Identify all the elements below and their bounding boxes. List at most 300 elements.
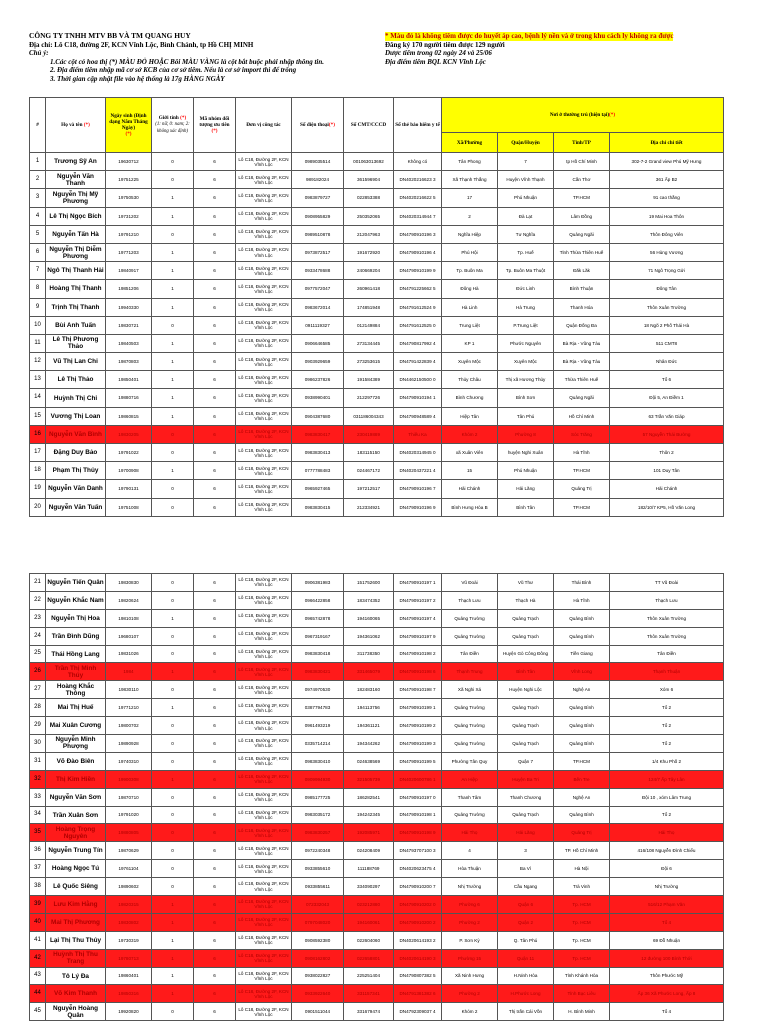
row-ward: Đông Hà: [442, 280, 498, 298]
note-3: 3. Thời gian cập nhật file vào hệ thống là 17g HÀNG NGÀY: [50, 74, 225, 83]
row-dob: 19791022: [106, 444, 152, 462]
row-phone: 0908592380: [292, 931, 344, 949]
row-ward: 15: [442, 462, 498, 480]
table-row: [30, 1003, 724, 1021]
row-insurance: DN4791612525 0: [394, 316, 442, 334]
col-id: Số CMT/CCCD: [344, 98, 394, 153]
row-province: Tp. HCM: [554, 896, 610, 914]
row-name: Mai Thị Phương: [46, 913, 106, 931]
row-address: Tổ 2: [610, 806, 724, 824]
row-phone: 072332043: [292, 896, 344, 914]
row-group: 6: [194, 663, 236, 681]
row-ward: 4: [442, 842, 498, 860]
row-district: Phú Nhuận: [498, 189, 554, 207]
row-index: 8: [30, 280, 46, 298]
planned-note: Dược tiêm trong 02 ngày 24 và 25/06: [385, 49, 492, 58]
row-group: 6: [194, 407, 236, 425]
row-ward: Quảng Trường: [442, 717, 498, 735]
row-address: 19 Mai Hoa Thôn: [610, 207, 724, 225]
col-district: Quận/Huyện: [498, 133, 554, 153]
row-district: Cầu Ngang: [498, 878, 554, 896]
row-phone: 0908955829: [292, 207, 344, 225]
row-id: 151752600: [344, 574, 394, 592]
table-row: [30, 860, 724, 878]
row-province: Nghệ An: [554, 681, 610, 699]
row-province: Quảng Bình: [554, 717, 610, 735]
row-province: Quảng Trị: [554, 480, 610, 498]
row-id: 023212880: [344, 896, 394, 914]
row-province: Bà Rịa - Vũng Tàu: [554, 353, 610, 371]
row-dob: 19750530: [106, 189, 152, 207]
row-address: Xóm 6: [610, 681, 724, 699]
row-province: Quảng Bình: [554, 735, 610, 753]
row-ward: Xã Thạnh Thắng: [442, 171, 498, 189]
row-province: Thanh Hóa: [554, 298, 610, 316]
row-id: 311738350: [344, 645, 394, 663]
row-index: 39: [30, 896, 46, 914]
row-insurance: DN4792309037 4: [394, 1003, 442, 1021]
row-dob: 19850316: [106, 985, 152, 1003]
row-group: 6: [194, 735, 236, 753]
location-note: Địa điểm tiêm BQL KCN Vĩnh Lộc: [385, 57, 486, 66]
row-id: 001063013692: [344, 153, 394, 171]
row-workplace: Lô C18, Đường 2F, KCN Vĩnh Lộc: [236, 462, 292, 480]
row-address: 69 Đỗ Nhuận: [610, 931, 724, 949]
row-name: Trịnh Thị Thanh: [46, 298, 106, 316]
row-dob: 19830110: [106, 681, 152, 699]
row-address: Đội 6: [610, 860, 724, 878]
row-id: 186282541: [344, 788, 394, 806]
row-group: 6: [194, 153, 236, 171]
row-workplace: Lô C18, Đường 2F, KCN Vĩnh Lộc: [236, 498, 292, 516]
row-group: 6: [194, 985, 236, 1003]
row-province: TP.HCM: [554, 462, 610, 480]
row-id: 230419889: [344, 425, 394, 443]
row-name: Huỳnh Thị Thu Trang: [46, 949, 106, 967]
row-ward: xã Xuân Viên: [442, 444, 498, 462]
row-province: Tp. HCM: [554, 931, 610, 949]
row-workplace: Lô C18, Đường 2F, KCN Vĩnh Lộc: [236, 788, 292, 806]
row-province: Tp. HCM: [554, 949, 610, 967]
row-name: Đặng Duy Bảo: [46, 444, 106, 462]
row-workplace: Lô C18, Đường 2F, KCN Vĩnh Lộc: [236, 171, 292, 189]
row-phone: 0983830257: [292, 824, 344, 842]
row-dob: 19870803: [106, 353, 152, 371]
row-address: 516/12 Phạm Văn: [610, 896, 724, 914]
row-district: Quảng Trạch: [498, 627, 554, 645]
row-ward: Phường 2: [442, 913, 498, 931]
row-group: 6: [194, 609, 236, 627]
row-index: 9: [30, 298, 46, 316]
row-gender: 0: [152, 645, 194, 663]
row-group: 6: [194, 824, 236, 842]
row-group: 6: [194, 949, 236, 967]
row-gender: 0: [152, 878, 194, 896]
row-id: 174851948: [344, 298, 394, 316]
row-address: 182/10/7 KP5, Hồ Văn Long: [610, 498, 724, 516]
row-phone: 0967319167: [292, 627, 344, 645]
row-group: 6: [194, 913, 236, 931]
row-phone: 0989510878: [292, 225, 344, 243]
row-index: 13: [30, 371, 46, 389]
row-district: Đà Lạt: [498, 207, 554, 225]
row-ward: Xã Ninh Hưng: [442, 967, 498, 985]
row-insurance: DN4020216623 3: [394, 171, 442, 189]
row-phone: 0983830415: [292, 498, 344, 516]
row-id: 024638569: [344, 752, 394, 770]
row-group: 6: [194, 189, 236, 207]
col-dob: Ngày sinh (Định dạng Năm Tháng Ngày) (*): [106, 98, 152, 153]
row-id: 331157341: [344, 985, 394, 1003]
row-dob: 19860401: [106, 967, 152, 985]
row-insurance: DN4790910198 1: [394, 806, 442, 824]
row-id: 331465079: [344, 663, 394, 681]
row-phone: 0906381983: [292, 574, 344, 592]
row-index: 31: [30, 752, 46, 770]
row-province: tp Hồ Chí Minh: [554, 153, 610, 171]
row-province: Lâm Đồng: [554, 207, 610, 225]
col-address: Địa chỉ chi tiết: [610, 133, 724, 153]
row-district: H.Phước Long: [498, 985, 554, 1003]
row-id: 334090297: [344, 878, 394, 896]
row-dob: 19880716: [106, 389, 152, 407]
table-row: [30, 591, 724, 609]
row-province: TP.HCM: [554, 752, 610, 770]
table-row: [30, 985, 724, 1003]
row-gender: 0: [152, 1003, 194, 1021]
row-group: 6: [194, 353, 236, 371]
row-province: Thái Bình: [554, 574, 610, 592]
row-dob: 19791210: [106, 225, 152, 243]
row-group: 6: [194, 444, 236, 462]
row-address: Tổ 2: [610, 735, 724, 753]
table-row: [30, 207, 724, 225]
row-group: 6: [194, 207, 236, 225]
row-id: 192085971: [344, 824, 394, 842]
row-district: Vũ Thư: [498, 574, 554, 592]
row-province: Quảng Bình: [554, 699, 610, 717]
row-group: 6: [194, 591, 236, 609]
row-id: 194361121: [344, 717, 394, 735]
row-insurance: DN4462150500 0: [394, 371, 442, 389]
row-dob: 19890928: [106, 735, 152, 753]
row-gender: 1: [152, 967, 194, 985]
row-group: 6: [194, 425, 236, 443]
row-index: 34: [30, 806, 46, 824]
row-province: Vĩnh Long: [554, 663, 610, 681]
row-workplace: Lô C18, Đường 2F, KCN Vĩnh Lộc: [236, 243, 292, 261]
row-address: Thôn Phước Mỹ: [610, 967, 724, 985]
row-address: Tổ 2: [610, 717, 724, 735]
row-province: Trà Vinh: [554, 878, 610, 896]
row-province: Tỉnh Bạc Liêu: [554, 985, 610, 1003]
row-phone: 0966422858: [292, 591, 344, 609]
row-index: 23: [30, 609, 46, 627]
row-index: 11: [30, 334, 46, 352]
row-name: Thái Hồng Lang: [46, 645, 106, 663]
row-name: Nguyễn Minh Phượng: [46, 735, 106, 753]
row-address: Thạch Lưu: [610, 591, 724, 609]
row-ward: Trung Liệt: [442, 316, 498, 334]
row-index: 41: [30, 931, 46, 949]
row-name: Nguyễn Thị Mỹ Phương: [46, 189, 106, 207]
row-phone: 0909994930: [292, 770, 344, 788]
row-name: Phạm Thị Thủy: [46, 462, 106, 480]
row-district: Tân Phú: [498, 407, 554, 425]
row-insurance: DN4790910200 2: [394, 913, 442, 931]
row-district: Bình Sơn: [498, 389, 554, 407]
row-district: Bình Tân: [498, 498, 554, 516]
row-province: Quảng Bình: [554, 627, 610, 645]
row-gender: 1: [152, 462, 194, 480]
row-id: 250352065: [344, 207, 394, 225]
row-gender: 1: [152, 770, 194, 788]
row-name: Huỳnh Thị Chi: [46, 389, 106, 407]
row-district: Huyện Ba Tri: [498, 770, 554, 788]
col-stt: #: [30, 98, 46, 153]
row-workplace: Lô C18, Đường 2F, KCN Vĩnh Lộc: [236, 824, 292, 842]
row-gender: 1: [152, 262, 194, 280]
row-workplace: Lô C18, Đường 2F, KCN Vĩnh Lộc: [236, 444, 292, 462]
row-address: Tân Điền: [610, 645, 724, 663]
table-row: [30, 389, 724, 407]
row-gender: 1: [152, 931, 194, 949]
row-gender: 0: [152, 806, 194, 824]
row-dob: 19820624: [106, 591, 152, 609]
row-phone: 0973872517: [292, 243, 344, 261]
row-name: Tô Lý Đa: [46, 967, 106, 985]
row-address: 56 Hùng Vương: [610, 243, 724, 261]
row-ward: Phường Tân Quy: [442, 752, 498, 770]
row-district: Tư Nghĩa: [498, 225, 554, 243]
row-ward: Quảng Trường: [442, 806, 498, 824]
row-workplace: Lô C18, Đường 2F, KCN Vĩnh Lộc: [236, 591, 292, 609]
row-address: 101 Duy Tân: [610, 462, 724, 480]
row-dob: 19890602: [106, 878, 152, 896]
row-gender: 0: [152, 444, 194, 462]
row-name: Trương Sỹ An: [46, 153, 106, 171]
row-group: 6: [194, 806, 236, 824]
row-address: Tổ 4: [610, 1003, 724, 1021]
row-name: Hoàng Khắc Thông: [46, 681, 106, 699]
row-ward: Quảng Trường: [442, 735, 498, 753]
table-row: [30, 788, 724, 806]
row-dob: 19830721: [106, 316, 152, 334]
row-gender: 1: [152, 699, 194, 717]
row-dob: 19680107: [106, 627, 152, 645]
row-phone: 0986237826: [292, 371, 344, 389]
row-insurance: DN4790910197 1: [394, 574, 442, 592]
row-insurance: Không có: [394, 153, 442, 171]
row-phone: 0974970530: [292, 681, 344, 699]
row-gender: 0: [152, 498, 194, 516]
row-district: Quảng Trạch: [498, 699, 554, 717]
row-province: Sóc Trăng: [554, 425, 610, 443]
row-dob: 19900308: [106, 770, 152, 788]
row-ward: Tp. Buôn Ma: [442, 262, 498, 280]
row-phone: 0933922640: [292, 985, 344, 1003]
row-insurance: DN4790910199 5: [394, 752, 442, 770]
row-index: 44: [30, 985, 46, 1003]
row-group: 6: [194, 967, 236, 985]
row-index: 40: [30, 913, 46, 931]
row-insurance: DN4020614190 3: [394, 949, 442, 967]
row-workplace: Lô C18, Đường 2F, KCN Vĩnh Lộc: [236, 574, 292, 592]
row-gender: 0: [152, 788, 194, 806]
table-row: [30, 189, 724, 207]
table-body-page1: [30, 153, 724, 517]
row-address: 416/108 Nguyễn Đình Chiểu: [610, 842, 724, 860]
table-row: [30, 280, 724, 298]
row-insurance: DN4790910196 7: [394, 480, 442, 498]
row-insurance: DN4790910197 9: [394, 627, 442, 645]
table-row: [30, 444, 724, 462]
row-index: 4: [30, 207, 46, 225]
row-address: Tổ 2: [610, 699, 724, 717]
row-index: 45: [30, 1003, 46, 1021]
row-id: 022658801: [344, 949, 394, 967]
row-phone: 0938022827: [292, 967, 344, 985]
row-name: Lê Thị Thảo: [46, 371, 106, 389]
row-group: 6: [194, 717, 236, 735]
row-address: Hải Chánh: [610, 480, 724, 498]
table-row: [30, 752, 724, 770]
row-workplace: Lô C18, Đường 2F, KCN Vĩnh Lộc: [236, 280, 292, 298]
row-ward: Khóm 2: [442, 1003, 498, 1021]
row-gender: 0: [152, 735, 194, 753]
row-province: Quảng Trị: [554, 824, 610, 842]
row-id: 022604060: [344, 931, 394, 949]
row-id: 024467172: [344, 462, 394, 480]
row-dob: 19751008: [106, 498, 152, 516]
row-gender: 0: [152, 153, 194, 171]
col-residence: Nơi ở thường trú (hiện tại)(*): [442, 98, 724, 133]
row-group: 6: [194, 1003, 236, 1021]
row-id: 183474352: [344, 591, 394, 609]
table-row: [30, 243, 724, 261]
row-gender: 0: [152, 627, 194, 645]
row-province: Hà Tĩnh: [554, 591, 610, 609]
row-address: Thạnh Thuận: [610, 663, 724, 681]
row-province: TP.HCM: [554, 498, 610, 516]
row-ward: Hải Chánh: [442, 480, 498, 498]
row-dob: 19850401: [106, 371, 152, 389]
row-name: Nguyễn Thị Diễm Phương: [46, 243, 106, 261]
row-dob: 19771203: [106, 243, 152, 261]
row-name: Nguyễn Khắc Nam: [46, 591, 106, 609]
row-phone: 0983035172: [292, 806, 344, 824]
row-ward: Tân Điền: [442, 645, 498, 663]
row-id: 212297726: [344, 389, 394, 407]
row-ward: Quảng Trường: [442, 699, 498, 717]
row-gender: 0: [152, 171, 194, 189]
row-workplace: Lô C18, Đường 2F, KCN Vĩnh Lộc: [236, 752, 292, 770]
table-row: [30, 717, 724, 735]
row-group: 6: [194, 298, 236, 316]
row-gender: 0: [152, 480, 194, 498]
row-insurance: DN4790910198 7: [394, 681, 442, 699]
row-name: Vương Thị Loan: [46, 407, 106, 425]
row-workplace: Lô C18, Đường 2F, KCN Vĩnh Lộc: [236, 842, 292, 860]
row-gender: 0: [152, 824, 194, 842]
warning-note: * Màu đỏ là không tiêm được do huyết áp cao, bệnh lý nền và ở trong khu cách ly không ra được: [385, 32, 674, 40]
table-row: [30, 896, 724, 914]
row-address: Ấp 36 Xã Phước Long, Ấp 8: [610, 985, 724, 1003]
row-group: 6: [194, 699, 236, 717]
row-workplace: Lô C18, Đường 2F, KCN Vĩnh Lộc: [236, 770, 292, 788]
row-id: 240669204: [344, 262, 394, 280]
row-dob: 19870710: [106, 788, 152, 806]
row-workplace: Lô C18, Đường 2F, KCN Vĩnh Lộc: [236, 699, 292, 717]
table-row: [30, 298, 724, 316]
row-dob: 19751225: [106, 171, 152, 189]
row-district: Quận 6: [498, 896, 554, 914]
row-workplace: Lô C18, Đường 2F, KCN Vĩnh Lộc: [236, 153, 292, 171]
table-row: [30, 878, 724, 896]
row-group: 6: [194, 574, 236, 592]
row-ward: Quảng Trường: [442, 627, 498, 645]
row-gender: 1: [152, 334, 194, 352]
row-phone: 0906646585: [292, 334, 344, 352]
row-name: Hoàng Trọng Nguyên: [46, 824, 106, 842]
row-id: 012149884: [344, 316, 394, 334]
row-id: 321505739: [344, 770, 394, 788]
row-id: 225251404: [344, 967, 394, 985]
row-phone: 0901511044: [292, 1003, 344, 1021]
row-district: Thị trấn Cái Vồn: [498, 1003, 554, 1021]
vaccination-table-page1: [29, 97, 724, 517]
row-dob: 19791020: [106, 806, 152, 824]
row-dob: 19830830: [106, 574, 152, 592]
row-insurance: DN4791225662 5: [394, 280, 442, 298]
row-ward: Quảng Trường: [442, 609, 498, 627]
table-row: [30, 699, 724, 717]
row-workplace: Lô C18, Đường 2F, KCN Vĩnh Lộc: [236, 931, 292, 949]
col-phone: Số điện thoại(*): [292, 98, 344, 153]
row-id: 024208409: [344, 842, 394, 860]
row-index: 22: [30, 591, 46, 609]
row-gender: 1: [152, 896, 194, 914]
table-row: [30, 931, 724, 949]
table-row: [30, 353, 724, 371]
row-index: 27: [30, 681, 46, 699]
row-name: Võ Kim Thanh: [46, 985, 106, 1003]
row-workplace: Lô C18, Đường 2F, KCN Vĩnh Lộc: [236, 860, 292, 878]
row-group: 6: [194, 627, 236, 645]
row-district: Quận 2: [498, 913, 554, 931]
row-index: 17: [30, 444, 46, 462]
row-insurance: DN4790910199 3: [394, 735, 442, 753]
row-phone: 0938990401: [292, 389, 344, 407]
table-row: [30, 663, 724, 681]
row-gender: 1: [152, 913, 194, 931]
row-index: 32: [30, 770, 46, 788]
row-insurance: DN4793707100 3: [394, 842, 442, 860]
row-gender: 0: [152, 717, 194, 735]
row-phone: 0983672014: [292, 298, 344, 316]
row-phone: 0387794783: [292, 699, 344, 717]
row-ward: Tân Phong: [442, 153, 498, 171]
row-id: 212047963: [344, 225, 394, 243]
table-row: [30, 609, 724, 627]
row-address: Đông Tân: [610, 280, 724, 298]
row-id: 191584389: [344, 371, 394, 389]
table-row: [30, 425, 724, 443]
row-index: 29: [30, 717, 46, 735]
row-address: Tổ 6: [610, 371, 724, 389]
row-district: Huyện Vĩnh Thạnh: [498, 171, 554, 189]
row-dob: 19851206: [106, 280, 152, 298]
